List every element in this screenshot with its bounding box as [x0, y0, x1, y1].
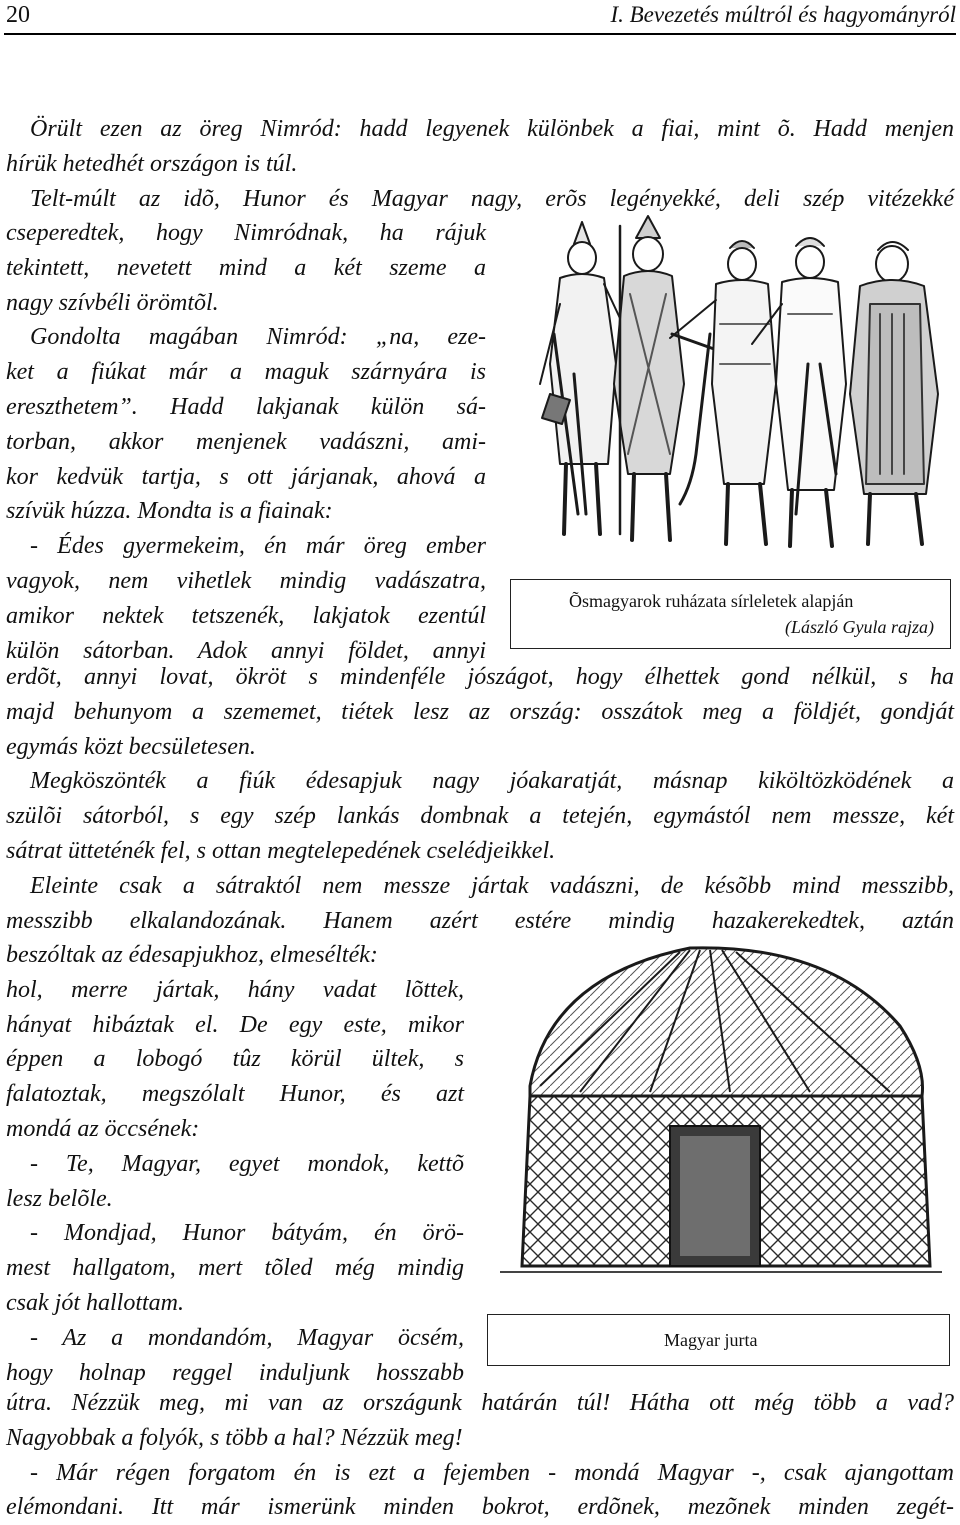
text-line: - Az a mondandóm, Magyar öcsém, — [30, 1324, 464, 1351]
text-line: nagy szívbéli örömtõl. — [6, 289, 219, 316]
text-line: amikor nektek tetszenék, lakjatok ezentúl — [6, 602, 486, 629]
text-line: vagyok, nem vihetlek mindig vadászatra, — [6, 567, 486, 594]
text-line: külön sátorban. Adok annyi földet, annyi — [6, 637, 486, 664]
text-line: ereszthetem”. Hadd lakjanak külön sá- — [6, 393, 486, 420]
figure-caption: Õsmagyarok ruházata sírleletek alapján — [569, 591, 854, 611]
yurt-illustration — [490, 936, 950, 1300]
paragraph-block-1 — [6, 112, 954, 216]
text-line: erdõt, annyi lovat, ökröt s mindenféle jószágot, hogy élhettek gond nélkül, s ha — [6, 664, 954, 690]
text-line: - Édes gyermekeim, én már öreg ember — [30, 533, 486, 560]
text-line: szülõi sátorból, s egy szép lankás dombnak a tetején, egymástól nem messze, két — [6, 803, 954, 830]
figure-caption-box — [510, 579, 951, 649]
text-line: ket a fiúkat már a maguk szárnyára is — [6, 359, 486, 386]
running-title: I. Bevezetés múltról és hagyományról — [610, 2, 956, 27]
text-line: falatoztak, megszólalt Hunor, és azt — [6, 1081, 464, 1108]
header-rule — [4, 33, 956, 35]
figure-caption: Magyar jurta — [664, 1330, 758, 1350]
text-line: mest hallgatom, mert tõled még mindig — [6, 1255, 464, 1282]
text-line: messzibb elkalandozának. Hanem azért estére mindig hazakerekedtek, aztán — [6, 907, 954, 934]
text-line: éppen a lobogó tûz körül ültek, s — [6, 1046, 464, 1073]
figure-caption-box — [487, 1314, 950, 1366]
text-line: torban, akkor menjenek vadászni, ami- — [6, 428, 486, 455]
text-line: egymás közt becsületesen. — [6, 733, 256, 760]
page-header — [0, 0, 960, 34]
page-number: 20 — [6, 2, 30, 28]
text-line: beszóltak az édesapjukhoz, elmesélték: — [6, 942, 378, 968]
text-line: sátrat ütteténék fel, s ottan megtelepedének cselédjeikkel. — [6, 837, 556, 864]
warrior-figure — [850, 242, 938, 544]
text-line: Gondolta magában Nimród: „na, eze- — [30, 324, 486, 351]
warrior-figure — [614, 216, 728, 540]
paragraph-block-2 — [6, 216, 486, 668]
text-line: lesz belõle. — [6, 1185, 113, 1212]
text-line: csak jót hallottam. — [6, 1289, 184, 1316]
text-line: hírük hetedhét országon is túl. — [6, 150, 298, 177]
paragraph-block-3 — [6, 660, 954, 938]
warrior-figure — [670, 241, 776, 544]
text-line: - Mondjad, Hunor bátyám, én örö- — [30, 1220, 464, 1247]
text-line: Megköszönték a fiúk édesapjuk nagy jóakaratját, másnap kiköltözködének a — [30, 768, 954, 795]
text-line: hogy holnap reggel induljunk hosszabb — [6, 1359, 464, 1386]
text-line: hányat hibáztak el. De egy este, mikor — [6, 1011, 464, 1038]
warriors-illustration — [520, 214, 956, 560]
text-line: Örült ezen az öreg Nimród: hadd legyenek különbek a fiai, mint õ. Hadd menjen — [30, 116, 954, 142]
text-line: majd behunyom a szememet, tiétek lesz az ország: osszátok meg a földjét, gondját — [6, 698, 954, 725]
figure-credit: (László Gyula rajza) — [784, 617, 934, 637]
paragraph-block-4 — [6, 938, 464, 1390]
text-line: tekintett, nevetett mind a két szeme a — [6, 254, 486, 281]
text-line: szívük húzza. Mondta is a fiainak: — [6, 498, 333, 525]
text-line: Nagyobbak a folyók, s több a hal? Nézzük meg! — [6, 1424, 463, 1451]
text-line: Eleinte csak a sátraktól nem messze jártak vadászni, de késõbb mind messzibb, — [30, 872, 954, 899]
text-line: hol, merre jártak, hány vadat lõttek, — [6, 976, 464, 1003]
text-line: elémondani. Itt már ismerünk minden bokrot, erdõnek, mezõnek minden zegét- — [6, 1494, 954, 1521]
text-line: - Már régen forgatom én is ezt a fejemben - mondá Magyar -, csak ajangottam — [30, 1459, 954, 1486]
text-line: útra. Nézzük meg, mi van az országunk határán túl! Hátha ott még több a vad? — [6, 1390, 954, 1416]
paragraph-block-5 — [6, 1386, 954, 1525]
text-line: - Te, Magyar, egyet mondok, kettõ — [30, 1150, 464, 1177]
text-line: mondá az öccsének: — [6, 1115, 200, 1142]
text-line: cseperedtek, hogy Nimródnak, ha rájuk — [6, 220, 486, 246]
text-line: kor kedvük tartja, s ott járjanak, ahová a — [6, 463, 486, 490]
text-line: Telt-múlt az idõ, Hunor és Magyar nagy, erõs legényekké, deli szép vitézekké — [30, 185, 954, 212]
